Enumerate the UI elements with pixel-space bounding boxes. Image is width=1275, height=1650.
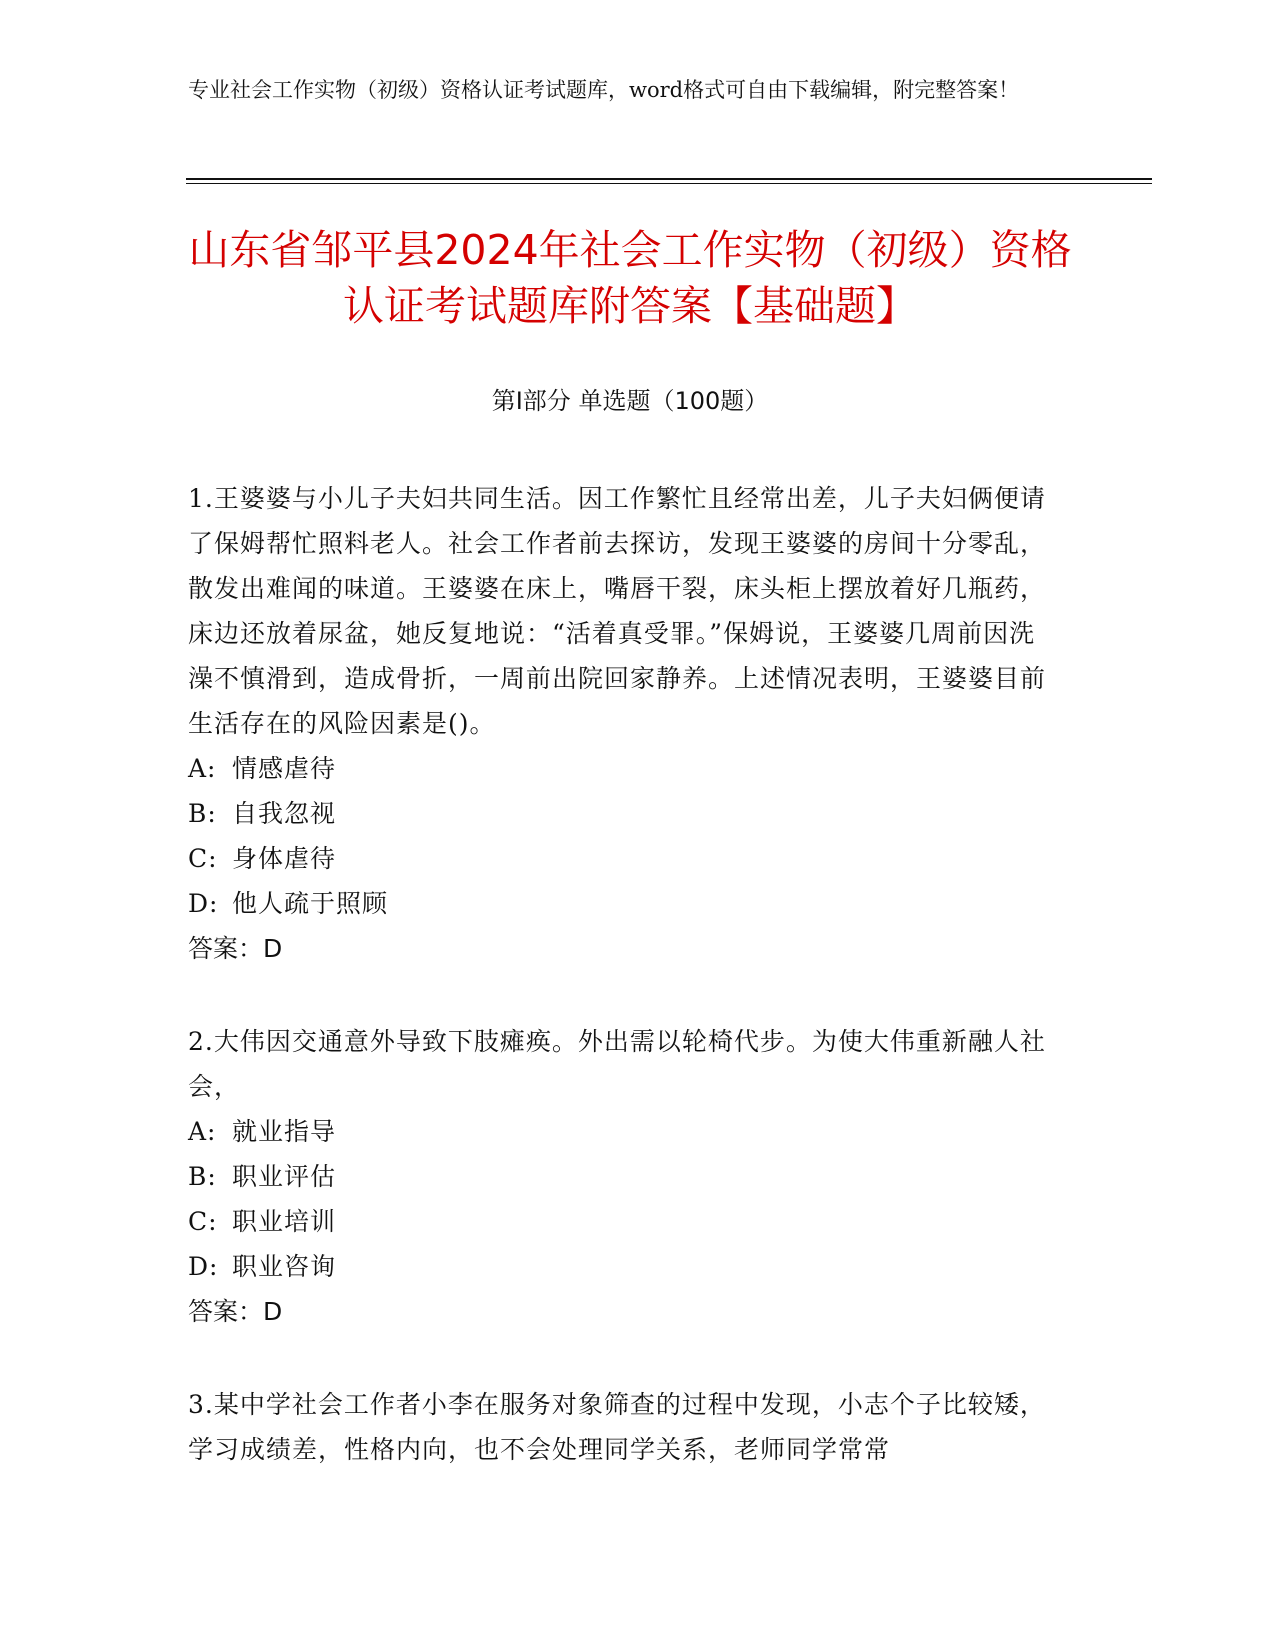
question-3 [188, 1382, 1058, 1472]
option-text: 情感虐待 [232, 754, 337, 783]
header-rule-thin [186, 183, 1152, 184]
option-letter: D: [188, 1252, 219, 1281]
option-text: 身体虐待 [232, 844, 337, 873]
option-d [188, 881, 1058, 926]
option-letter: A: [188, 1117, 217, 1146]
option-text: 职业评估 [232, 1162, 337, 1191]
section-heading: 第Ⅰ部分 单选题（100题） [491, 387, 769, 415]
answer-line: 答案：D [188, 934, 283, 963]
header-rule-thick [186, 178, 1152, 180]
document-title: 山东省邹平县2024年社会工作实物（初级）资格认证考试题库附答案【基础题】 [188, 226, 1072, 330]
option-b [188, 1154, 1058, 1199]
option-a [188, 1109, 1058, 1154]
option-letter: C: [188, 844, 218, 873]
option-letter: D: [188, 889, 219, 918]
question-1 [188, 476, 1058, 971]
option-text: 他人疏于照顾 [232, 889, 389, 918]
option-letter: A: [188, 754, 217, 783]
option-a [188, 746, 1058, 791]
question-text: 2.大伟因交通意外导致下肢瘫痪。外出需以轮椅代步。为使大伟重新融人社会， [188, 1027, 1046, 1101]
question-text: 1.王婆婆与小儿子夫妇共同生活。因工作繁忙且经常出差，儿子夫妇俩便请了保姆帮忙照料老人。社会工作者前去探访，发现王婆婆的房间十分零乱，散发出难闻的味道。王婆婆在床上，嘴唇干裂，床头柜上摆放着好几瓶药，床边还放着尿盆，她反复地说：“活着真受罪。”保姆说，王婆婆几周前因洗澡不慎滑到，造成骨折，一周前出院回家静养。上述情况表明，王婆婆目前生活存在的风险因素是()。 [188, 484, 1047, 738]
option-c [188, 836, 1058, 881]
question-text: 3.某中学社会工作者小李在服务对象筛查的过程中发现，小志个子比较矮，学习成绩差，性格内向，也不会处理同学关系，老师同学常常 [188, 1390, 1046, 1464]
option-letter: B: [188, 799, 217, 828]
question-list [188, 476, 1058, 1520]
option-text: 职业培训 [232, 1207, 337, 1236]
option-text: 自我忽视 [232, 799, 337, 828]
option-letter: B: [188, 1162, 217, 1191]
option-text: 就业指导 [232, 1117, 337, 1146]
option-b [188, 791, 1058, 836]
header-note: 专业社会工作实物（初级）资格认证考试题库，word格式可自由下载编辑，附完整答案！ [188, 78, 1020, 102]
question-2 [188, 1019, 1058, 1334]
option-letter: C: [188, 1207, 218, 1236]
answer-line: 答案：D [188, 1297, 283, 1326]
option-text: 职业咨询 [232, 1252, 337, 1281]
option-c [188, 1199, 1058, 1244]
option-d [188, 1244, 1058, 1289]
